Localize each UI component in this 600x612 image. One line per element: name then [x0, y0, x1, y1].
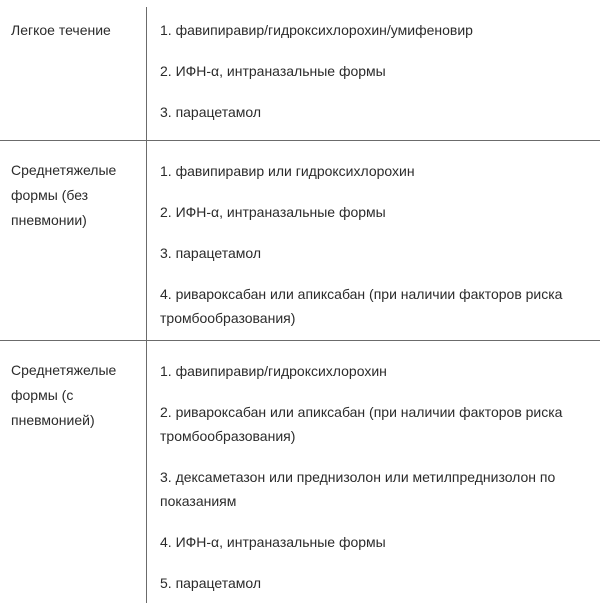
list-item: 2. ИФН-α, интраназальные формы: [160, 63, 386, 79]
list-item: 1. фавипиравир или гидроксихлорохин: [160, 163, 415, 179]
list-item: 3. парацетамол: [160, 245, 262, 261]
medication-list: [160, 159, 590, 347]
condition-cell: Среднетяжелые формы (без пневмонии): [11, 162, 117, 228]
list-item: 3. дексаметазон или преднизолон или метилпреднизолон по показаниям: [160, 469, 556, 509]
medication-list: [160, 359, 590, 612]
list-item: 2. ИФН-α, интраназальные формы: [160, 204, 386, 220]
condition-cell: Среднетяжелые формы (с пневмонией): [11, 362, 117, 428]
list-item: 1. фавипиравир/гидроксихлорохин: [160, 363, 387, 379]
medication-list: [160, 18, 590, 141]
list-item: 3. парацетамол: [160, 104, 262, 120]
list-item: 4. ИФН-α, интраназальные формы: [160, 534, 386, 550]
list-item: 1. фавипиравир/гидроксихлорохин/умифеновир: [160, 22, 473, 38]
table-row: [0, 341, 600, 603]
condition-cell: Легкое течение: [11, 22, 111, 38]
table-row: [0, 0, 600, 140]
list-item: 2. ривароксабан или апиксабан (при наличии факторов риска тромбообразования): [160, 404, 563, 444]
table-row: [0, 141, 600, 340]
list-item: 4. ривароксабан или апиксабан (при наличии факторов риска тромбообразования): [160, 286, 563, 326]
list-item: 5. парацетамол: [160, 575, 262, 591]
